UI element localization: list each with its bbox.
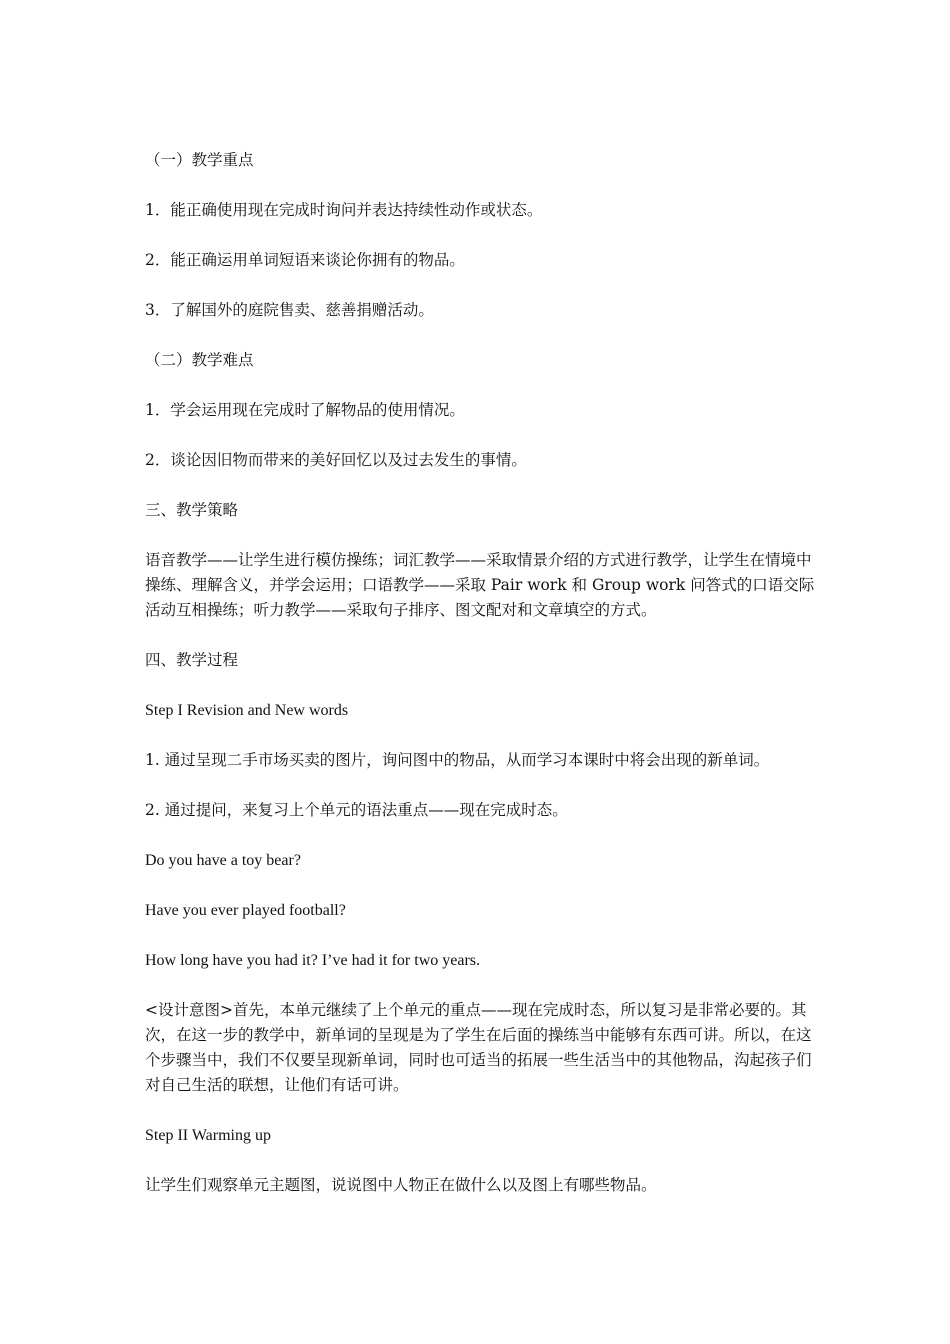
- step-1-item-2: 2. 通过提问，来复习上个单元的语法重点——现在完成时态。: [145, 801, 568, 819]
- question-3: How long have you had it? I’ve had it for two years.: [145, 952, 481, 969]
- document-body: [145, 148, 825, 1223]
- focus-item-2: 2．能正确运用单词短语来谈论你拥有的物品。: [145, 251, 465, 269]
- heading-teaching-difficulty: （二）教学难点: [145, 351, 254, 369]
- step-2-item-1: 让学生们观察单元主题图，说说图中人物正在做什么以及图上有哪些物品。: [145, 1176, 657, 1194]
- question-1: Do you have a toy bear?: [145, 852, 301, 869]
- heading-teaching-focus: （一）教学重点: [145, 151, 254, 169]
- difficulty-item-2: 2．谈论因旧物而带来的美好回忆以及过去发生的事情。: [145, 451, 527, 469]
- focus-item-1: 1．能正确使用现在完成时询问并表达持续性动作或状态。: [145, 201, 543, 219]
- step-2-title: Step II Warming up: [145, 1127, 271, 1144]
- difficulty-item-1: 1．学会运用现在完成时了解物品的使用情况。: [145, 401, 465, 419]
- heading-teaching-process: 四、教学过程: [145, 651, 239, 669]
- strategy-paragraph: 语音教学——让学生进行模仿操练；词汇教学——采取情景介绍的方式进行教学，让学生在情境中操练、理解含义，并学会运用；口语教学——采取 Pair work 和 Group work 问答式的口语交际活动互相操练；听力教学——采取句子排序、图文配对和文章填空的方式。: [145, 551, 815, 619]
- question-2: Have you ever played football?: [145, 902, 346, 919]
- step-1-title: Step I Revision and New words: [145, 702, 349, 719]
- design-intent-paragraph: <设计意图>首先，本单元继续了上个单元的重点——现在完成时态，所以复习是非常必要的。其次，在这一步的教学中，新单词的呈现是为了学生在后面的操练当中能够有东西可讲。所以，在这个步骤当中，我们不仅要呈现新单词，同时也可适当的拓展一些生活当中的其他物品，沟起孩子们对自己生活的联想，让他们有话可讲。: [145, 1001, 812, 1094]
- step-1-item-1: 1. 通过呈现二手市场买卖的图片，询问图中的物品，从而学习本课时中将会出现的新单词。: [145, 751, 770, 769]
- focus-item-3: 3．了解国外的庭院售卖、慈善捐赠活动。: [145, 301, 434, 319]
- heading-teaching-strategy: 三、教学策略: [145, 501, 239, 519]
